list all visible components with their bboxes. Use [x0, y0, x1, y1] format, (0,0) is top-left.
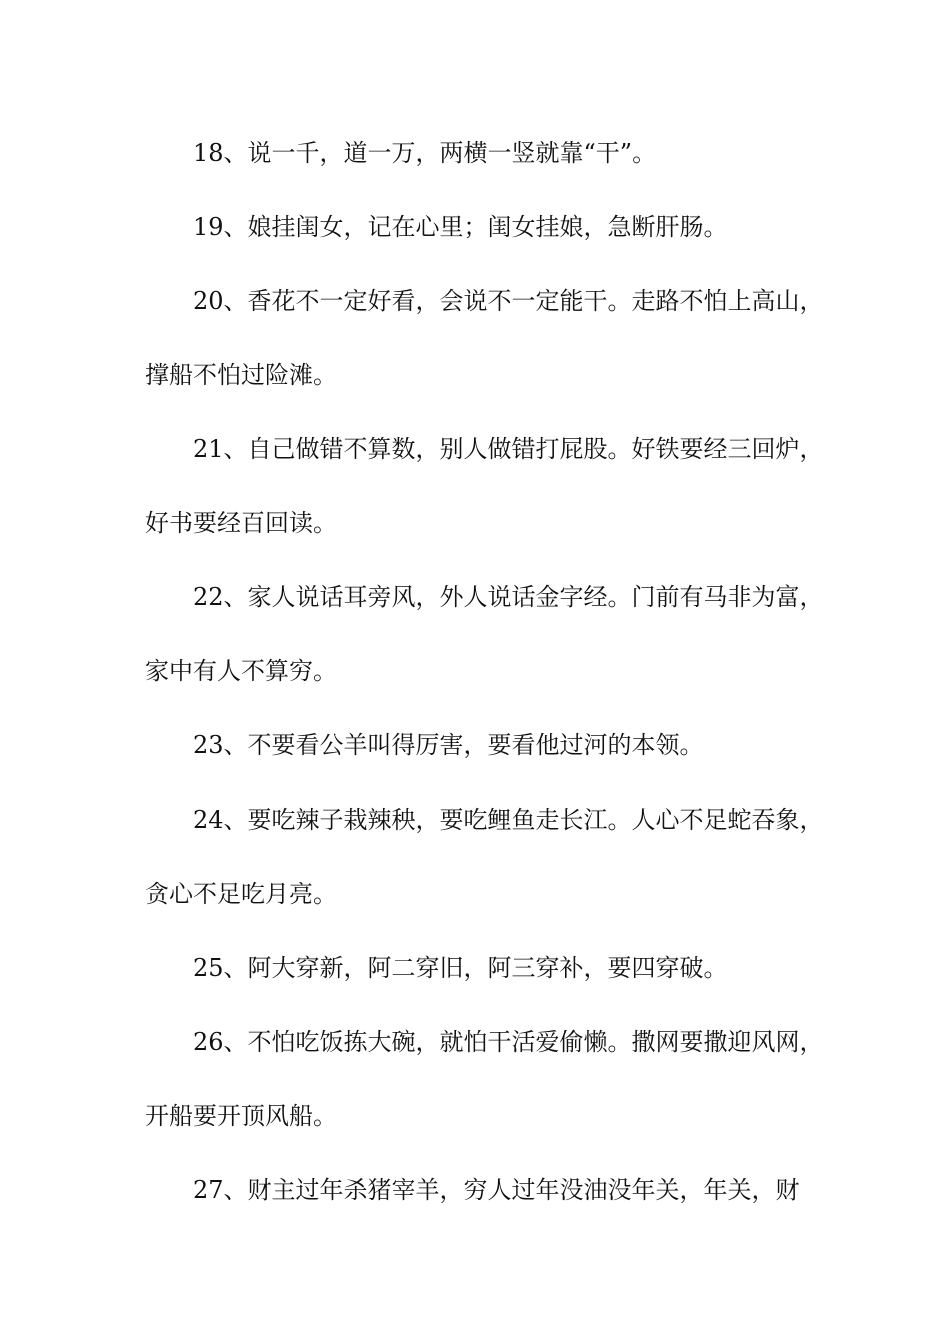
proverb-25: 25、阿大穿新，阿二穿旧，阿三穿补，要四穿破。 — [193, 954, 728, 982]
proverb-20: 20、香花不一定好看，会说不一定能干。走路不怕上高山， — [193, 287, 824, 315]
proverb-26: 26、不怕吃饭拣大碗，就怕干活爱偷懒。撒网要撒迎风网， — [193, 1028, 824, 1056]
proverb-21-continuation: 好书要经百回读。 — [145, 509, 337, 537]
proverb-24-continuation: 贪心不足吃月亮。 — [145, 880, 337, 908]
proverb-21: 21、自己做错不算数，别人做错打屁股。好铁要经三回炉， — [193, 435, 824, 463]
proverb-27: 27、财主过年杀猪宰羊，穷人过年没油没年关，年关，财 — [193, 1176, 800, 1204]
proverb-24: 24、要吃辣子栽辣秧，要吃鲤鱼走长江。人心不足蛇吞象， — [193, 806, 824, 834]
proverb-23: 23、不要看公羊叫得厉害，要看他过河的本领。 — [193, 731, 704, 759]
proverb-19: 19、娘挂闺女，记在心里；闺女挂娘，急断肝肠。 — [193, 213, 728, 241]
proverb-26-continuation: 开船要开顶风船。 — [145, 1102, 337, 1130]
proverb-18: 18、说一千，道一万，两横一竖就靠“干”。 — [193, 139, 657, 167]
proverb-22-continuation: 家中有人不算穷。 — [145, 657, 337, 685]
proverb-22: 22、家人说话耳旁风，外人说话金字经。门前有马非为富， — [193, 583, 824, 611]
proverb-20-continuation: 撑船不怕过险滩。 — [145, 361, 337, 389]
